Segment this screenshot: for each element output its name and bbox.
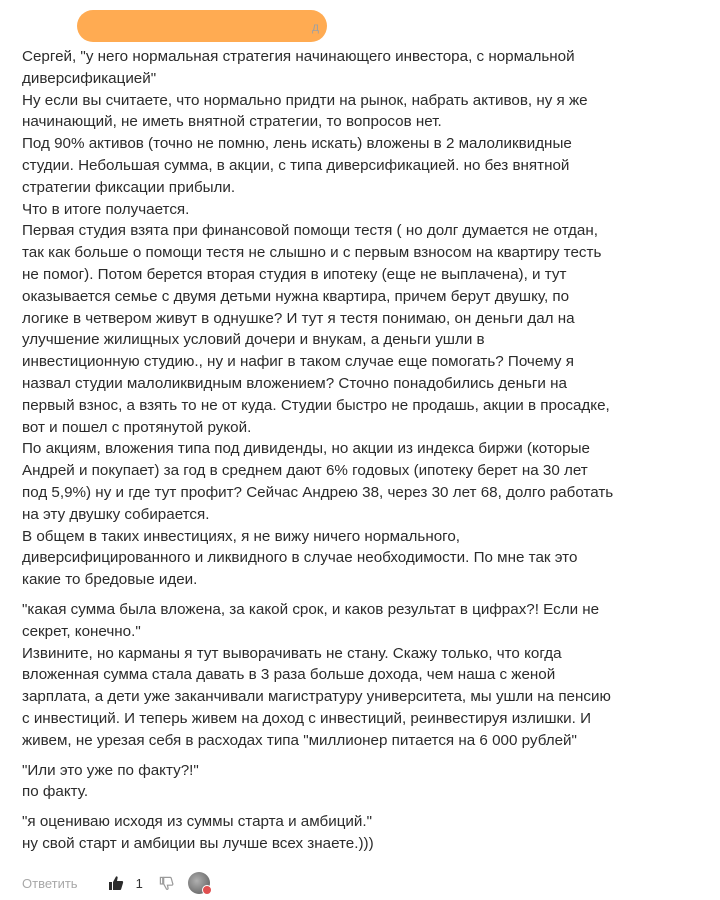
thumbs-down-icon[interactable] (159, 876, 174, 891)
comment-paragraph: "Или это уже по факту?!" по факту. (22, 761, 199, 801)
comment-paragraph: "я оцениваю исходя из суммы старта и амбиций." ну свой старт и амбиции вы лучше всех знаете.))) (22, 813, 374, 852)
comment (22, 6, 698, 855)
comment-header (22, 6, 698, 46)
comment-body (22, 46, 698, 855)
reply-button[interactable]: Ответить (22, 875, 78, 891)
like-count: 1 (135, 875, 143, 891)
author-name-suffix: д (312, 20, 320, 34)
thumbs-up-icon[interactable] (108, 875, 124, 891)
liker-avatar-icon[interactable] (188, 872, 210, 894)
comment-paragraph: Сергей, "у него нормальная стратегия начинающего инвестора, с нормальной диверсификацией" Ну если вы считаете, что нормально придти на рынок, набрать активов, ну я же начинающий, не иметь внятной стратегии, то вопросов нет. Под 90% активов (точно не помню, лень искать) вложены в 2 малоликвидные студии. Небольшая сумма, в акции, с типа диверсификацией. но без внятной стратегии фиксации прибыли. Что в итоге получается. Первая студия взята при финансовой помощи тестя ( но долг думается не отдан, так как больше о помощи тестя не слышно и с первым взносом на квартиру тесть не помог). Потом берется вторая студия в ипотеку (еще не выплачена), и тут оказывается семье с двумя детьми нужна квартира, причем берут двушку, по логике в четвером живут в однушке? И тут я тестя понимаю, он деньги дал на улучшение жилищных условий дочери и внукам, а деньги ушли в инвестиционную студию., ну и нафиг в таком случае еще помогать? Почему я назвал студии малоликвидным вложением? Сточно понадобились деньги на первый взнос, а взять то не от куда. Студии быстро не продашь, акции в просадке, вот и пошел с протянутой рукой. По акциям, вложения типа под дивиденды, но акции из индекса биржи (которые Андрей и покупает) за год в среднем дают 6% годовых (ипотеку берет на 30 лет под 5,9%) ну и где тут профит? Сейчас Андрею 38, через 30 лет 68, долго работать на эту двушку собирается. В общем в таких инвестициях, я не вижу ничего нормального, диверсифицированного и ликвидного в случае необходимости. По мне так это какие то бредовые идеи. (22, 48, 614, 589)
comment-actions (22, 870, 210, 896)
author-name-redacted[interactable] (77, 10, 327, 42)
comment-paragraph: "какая сумма была вложена, за какой срок, и каков результат в цифрах?! Если не секрет, конечно." Извините, но карманы я тут выворачивать не стану. Скажу только, что когда вложенная сумма стала давать в 3 раза больше дохода, чем наша с женой зарплата, а дети уже заканчивали магистратуру университета, мы ушли на пенсию с инвестиций. И теперь живем на доход с инвестиций, реинвестируя излишки. И живем, не урезая себя в расходах типа "миллионер питается на 6 000 рублей" (22, 600, 611, 749)
